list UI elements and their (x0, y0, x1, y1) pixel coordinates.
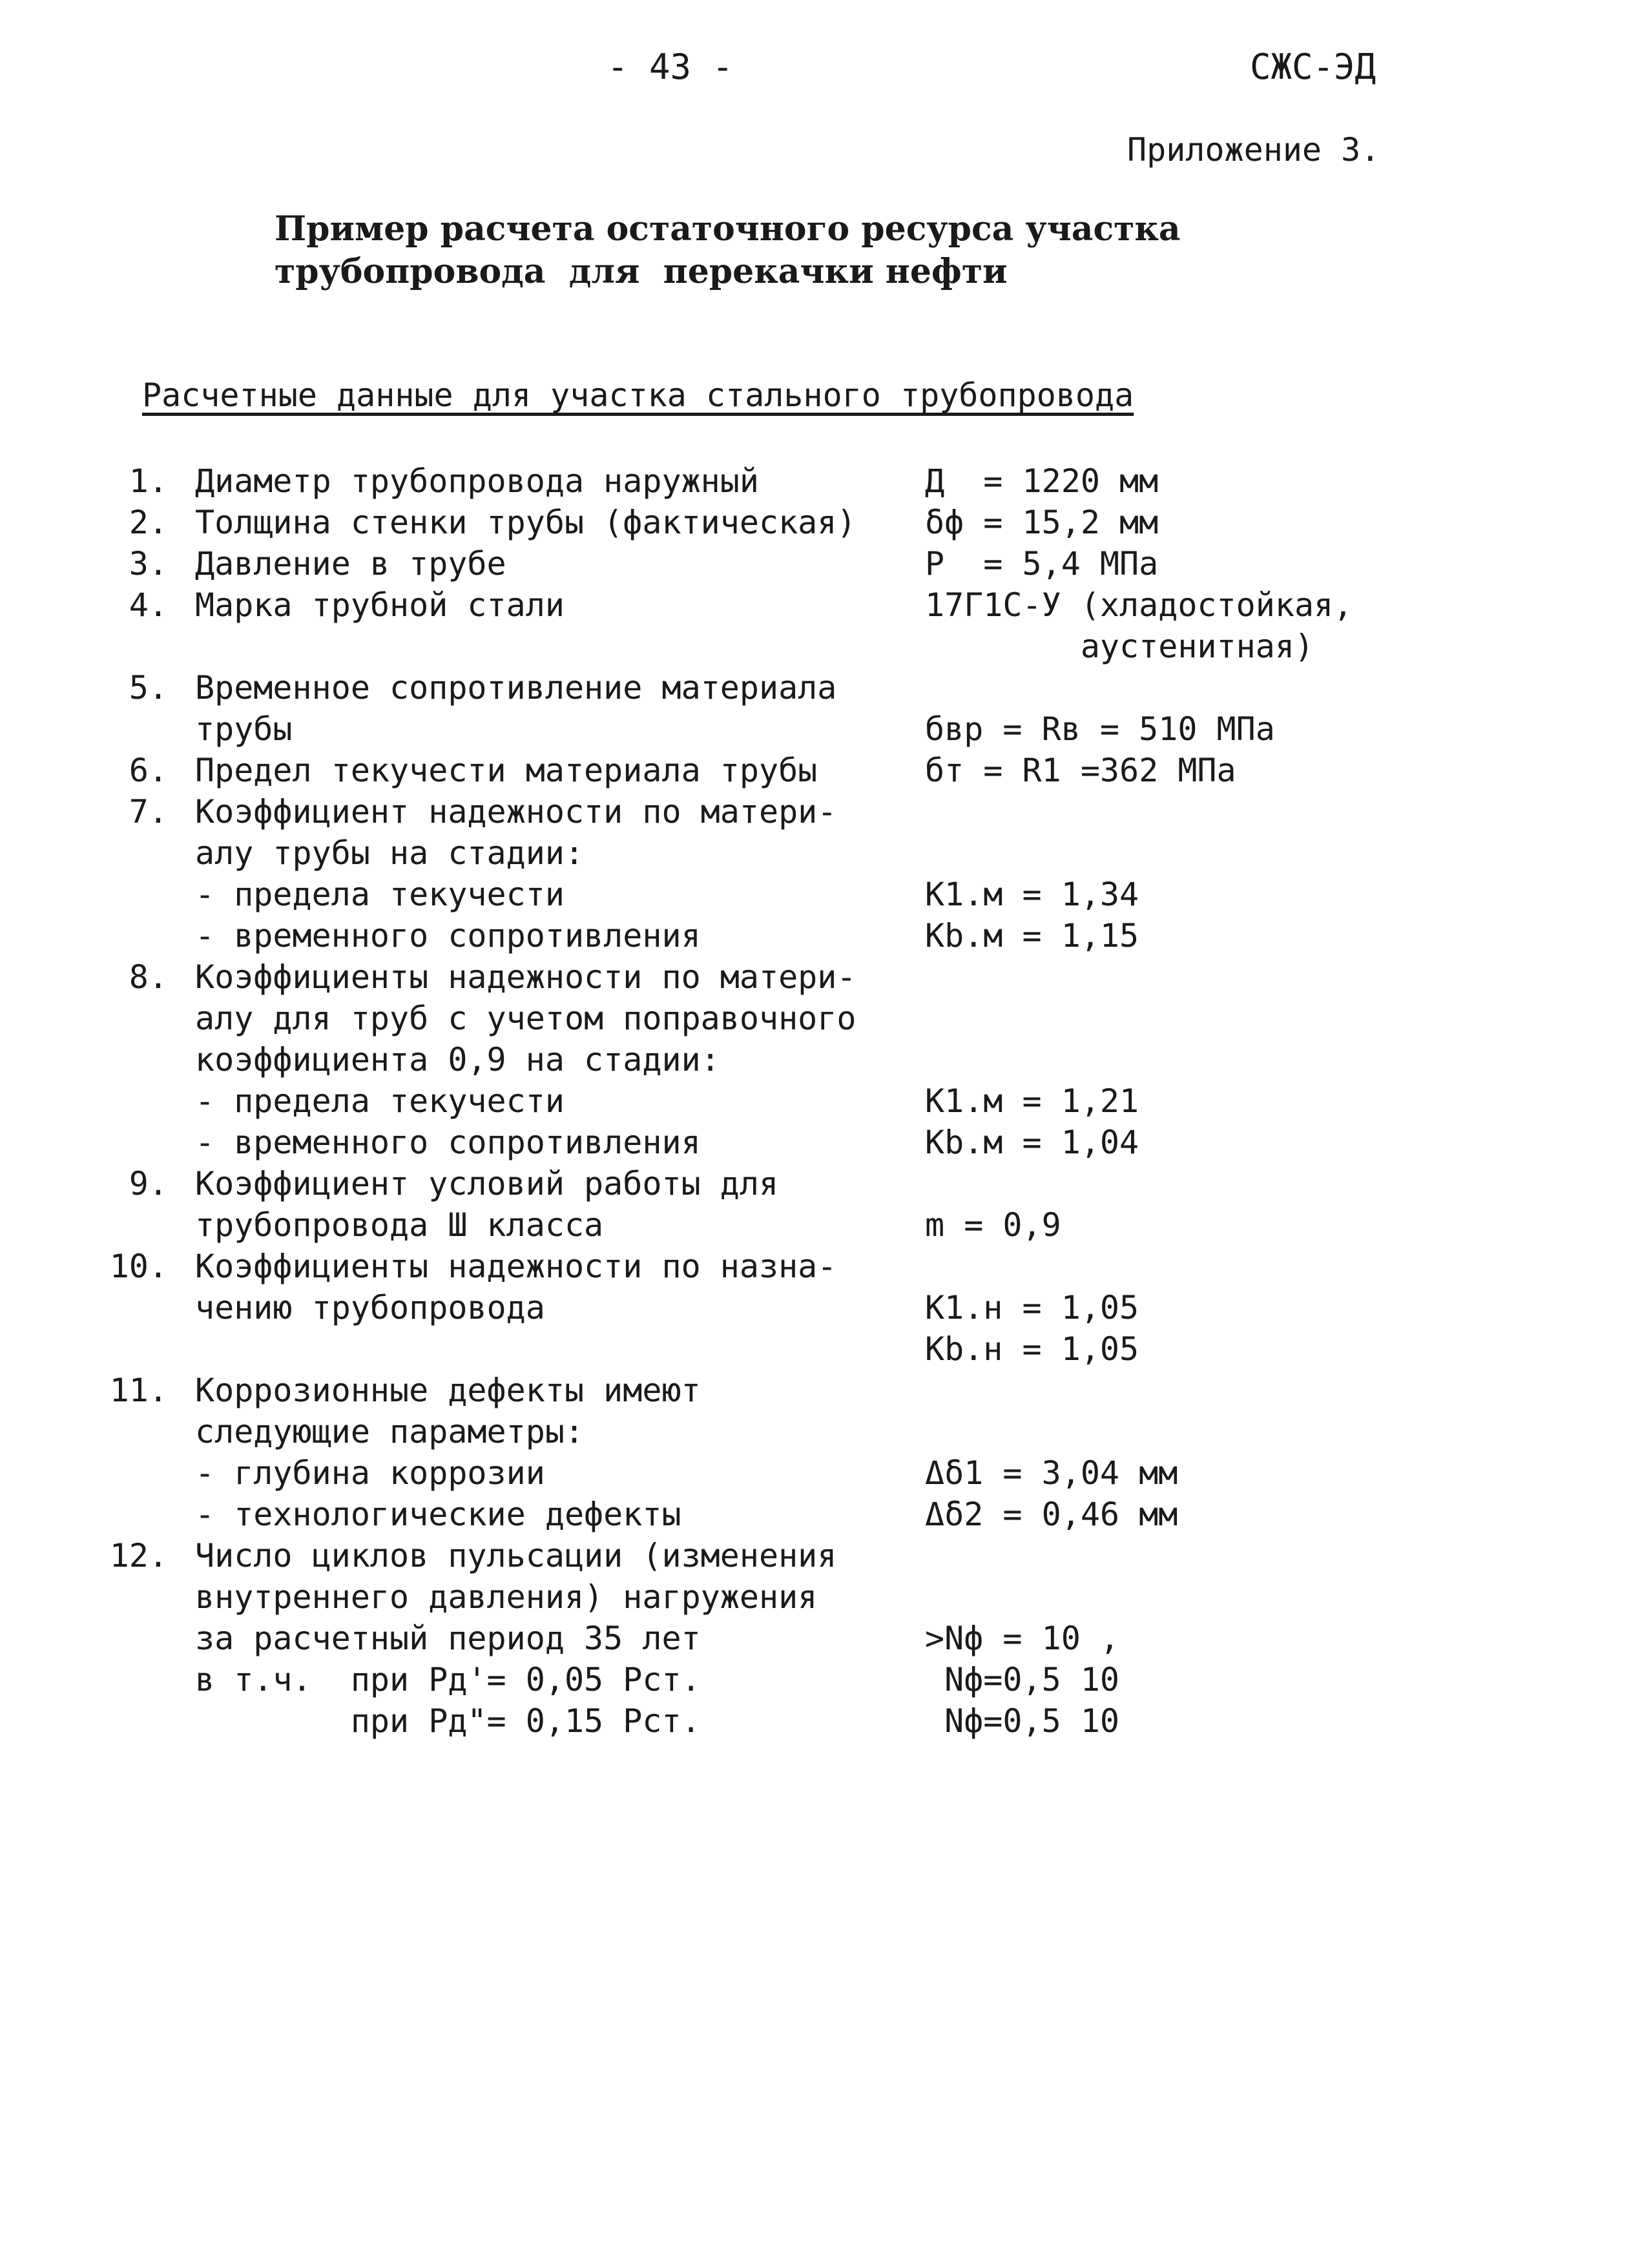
item-value: К1.м = 1,34 (925, 876, 1139, 913)
item-value: m = 0,9 (925, 1206, 1061, 1244)
item-value: Nф=0,5 10 (925, 1702, 1120, 1740)
list-item (0, 832, 1651, 874)
list-item (0, 543, 1651, 584)
list-item (0, 1576, 1651, 1618)
title-line-1: Пример расчета остаточного ресурса участка (275, 209, 1181, 249)
item-value: К1.м = 1,21 (925, 1082, 1139, 1120)
list-item (0, 1370, 1651, 1411)
item-value: Кb.м = 1,04 (925, 1124, 1139, 1161)
item-value: бвр = Rв = 510 МПа (925, 710, 1275, 748)
item-text: - глубина коррозии (195, 1454, 545, 1492)
item-value: 17Г1С-У (хладостойкая, (925, 586, 1353, 624)
list-item (0, 1287, 1651, 1328)
item-text: внутреннего давления) нагружения (195, 1578, 818, 1616)
item-text: коэффициента 0,9 на стадии: (195, 1041, 720, 1078)
list-item (0, 1659, 1651, 1700)
item-number: 11. (109, 1372, 168, 1409)
list-item (0, 998, 1651, 1039)
item-text: трубы (195, 710, 293, 748)
item-text: трубопровода Ш класса (195, 1206, 604, 1244)
item-value: δф = 15,2 мм (925, 504, 1159, 541)
item-number: 3. (129, 545, 168, 582)
list-item (0, 874, 1651, 915)
item-number: 8. (129, 958, 168, 996)
item-text: - предела текучести (195, 1082, 565, 1120)
list-item (0, 667, 1651, 708)
document-title (275, 208, 1181, 293)
item-number: 4. (129, 586, 168, 624)
item-text: Число циклов пульсации (изменения (195, 1537, 837, 1574)
item-text: Коррозионные дефекты имеют (195, 1372, 701, 1409)
item-text: - технологические дефекты (195, 1496, 681, 1533)
item-text: - временного сопротивления (195, 1124, 701, 1161)
list-item (0, 460, 1651, 502)
list-item (0, 1246, 1651, 1287)
item-text: Временное сопротивление материала (195, 669, 837, 706)
item-value: Δδ1 = 3,04 мм (925, 1454, 1178, 1492)
item-text: Марка трубной стали (195, 586, 565, 624)
item-value: Р = 5,4 МПа (925, 545, 1159, 582)
item-text: Коэффициенты надежности по матери- (195, 958, 857, 996)
item-value: Δδ2 = 0,46 мм (925, 1496, 1178, 1533)
item-value: Кb.н = 1,05 (925, 1330, 1139, 1368)
list-item (0, 1700, 1651, 1742)
list-item (0, 915, 1651, 956)
item-text: Предел текучести материала трубы (195, 752, 818, 789)
list-item (0, 626, 1651, 667)
list-item (0, 750, 1651, 791)
list-item (0, 1080, 1651, 1122)
calculation-data-list (0, 460, 1651, 1742)
item-text: - предела текучести (195, 876, 565, 913)
item-value: >Nф = 10 , (925, 1620, 1120, 1657)
item-number: 5. (129, 669, 168, 706)
list-item (0, 1411, 1651, 1452)
item-text: Коэффициент надежности по матери- (195, 793, 837, 830)
item-value: аустенитная) (925, 628, 1314, 665)
item-text: алу трубы на стадии: (195, 834, 585, 872)
item-text: Коэффициенты надежности по назна- (195, 1248, 837, 1285)
item-number: 2. (129, 504, 168, 541)
item-text: - временного сопротивления (195, 917, 701, 954)
title-line-2: трубопровода для перекачки нефти (275, 252, 1008, 291)
item-text: Толщина стенки трубы (фактическая) (195, 504, 857, 541)
list-item (0, 1163, 1651, 1204)
item-value: К1.н = 1,05 (925, 1289, 1139, 1326)
list-item (0, 1535, 1651, 1576)
list-item (0, 1204, 1651, 1246)
list-item (0, 1494, 1651, 1535)
list-item (0, 1328, 1651, 1370)
item-number: 6. (129, 752, 168, 789)
item-number: 12. (109, 1537, 168, 1574)
item-text: следующие параметры: (195, 1413, 585, 1450)
page-number: - 43 - (607, 46, 734, 87)
item-number: 9. (129, 1165, 168, 1202)
item-text: Давление в трубе (195, 545, 506, 582)
item-value: Nф=0,5 10 (925, 1661, 1120, 1698)
item-text: Диаметр трубопровода наружный (195, 462, 759, 500)
list-item (0, 1618, 1651, 1659)
list-item (0, 1122, 1651, 1163)
list-item (0, 584, 1651, 626)
appendix-label: Приложение 3. (1127, 131, 1380, 169)
item-number: 1. (129, 462, 168, 500)
item-value: Д = 1220 мм (925, 462, 1159, 500)
item-text: Коэффициент условий работы для (195, 1165, 779, 1202)
item-text: при Рд"= 0,15 Рст. (195, 1702, 701, 1740)
list-item (0, 1452, 1651, 1494)
document-code: СЖС-ЭД (1250, 46, 1376, 87)
item-number: 10. (109, 1248, 168, 1285)
item-number: 7. (129, 793, 168, 830)
list-item (0, 502, 1651, 543)
item-text: за расчетный период 35 лет (195, 1620, 701, 1657)
section-heading: Расчетные данные для участка стального трубопровода (142, 376, 1134, 414)
item-text: чению трубопровода (195, 1289, 545, 1326)
list-item (0, 791, 1651, 832)
list-item (0, 956, 1651, 998)
item-text: алу для труб с учетом поправочного (195, 1000, 857, 1037)
item-value: бт = R1 =362 МПа (925, 752, 1236, 789)
item-value: Кb.м = 1,15 (925, 917, 1139, 954)
list-item (0, 1039, 1651, 1080)
item-text: в т.ч. при Рд'= 0,05 Рст. (195, 1661, 701, 1698)
list-item (0, 708, 1651, 750)
